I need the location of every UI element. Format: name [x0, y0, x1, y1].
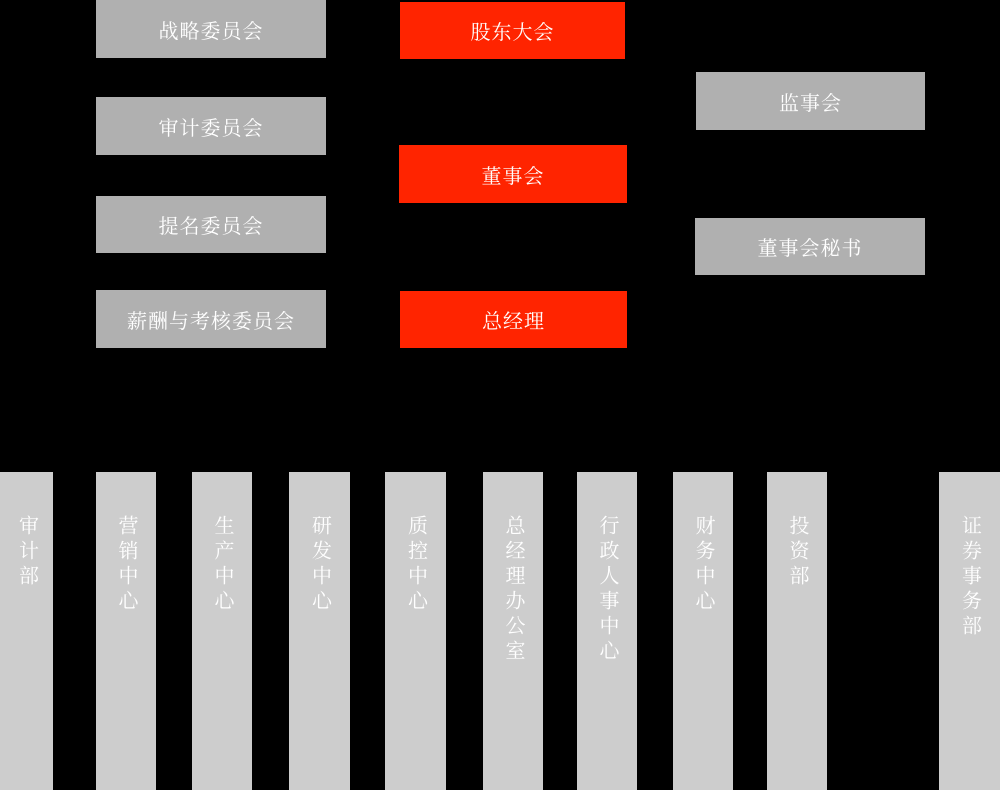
dept-column-investment-dept — [767, 472, 827, 790]
node-audit-committee: 审计委员会 — [96, 97, 326, 155]
dept-label: 证券事务部 — [958, 515, 981, 640]
dept-column-audit-dept — [0, 472, 53, 790]
dept-label: 质控中心 — [404, 515, 427, 615]
dept-label: 研发中心 — [308, 515, 331, 615]
dept-label: 审计部 — [15, 515, 38, 590]
dept-label: 营销中心 — [115, 515, 137, 615]
dept-label: 总经理办公室 — [502, 515, 524, 665]
node-shareholders-meeting: 股东大会 — [400, 2, 625, 59]
node-board-of-directors: 董事会 — [399, 145, 627, 203]
dept-column-rnd-center — [289, 472, 350, 790]
node-general-manager: 总经理 — [400, 291, 627, 348]
dept-column-securities-affairs-dept — [939, 472, 1000, 790]
node-strategy-committee: 战略委员会 — [96, 0, 326, 58]
dept-column-finance-center — [673, 472, 733, 790]
dept-label: 行政人事中心 — [596, 515, 618, 665]
node-nomination-committee: 提名委员会 — [96, 196, 326, 253]
node-supervisory-board: 监事会 — [696, 72, 925, 130]
dept-label: 生产中心 — [211, 515, 233, 615]
dept-label: 投资部 — [786, 515, 808, 590]
dept-column-admin-hr-center — [577, 472, 637, 790]
dept-column-production-center — [192, 472, 252, 790]
dept-column-marketing-center — [96, 472, 156, 790]
node-remuneration-appraisal-committee: 薪酬与考核委员会 — [96, 290, 326, 348]
dept-label: 财务中心 — [692, 515, 714, 615]
dept-column-gm-office — [483, 472, 543, 790]
node-board-secretary: 董事会秘书 — [695, 218, 925, 275]
dept-column-quality-control-center — [385, 472, 446, 790]
